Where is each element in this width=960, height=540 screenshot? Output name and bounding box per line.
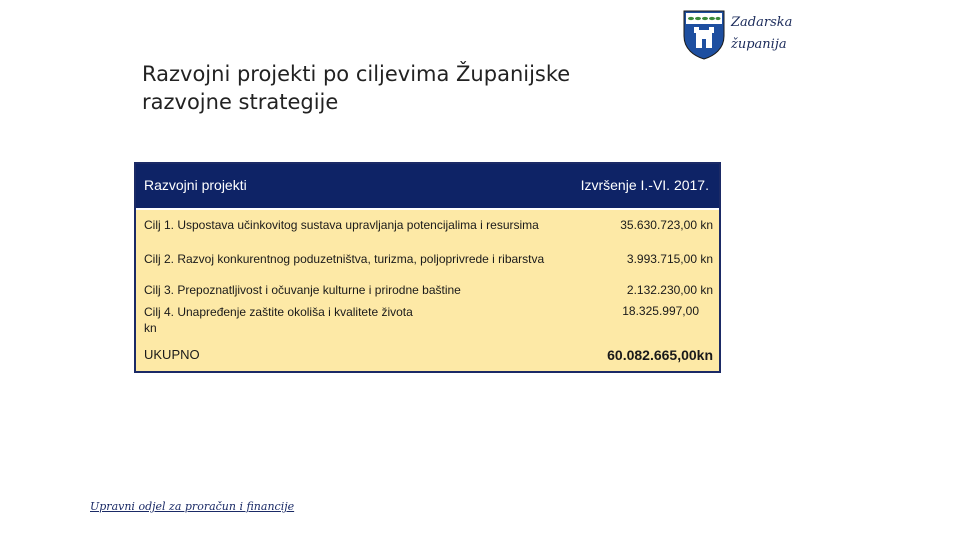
row-label: Cilj 3. Prepoznatljivost i očuvanje kulturne i prirodne baštine <box>144 283 461 297</box>
row-value: 2.132.230,00 kn <box>626 283 713 297</box>
total-value: 60.082.665,00kn <box>607 347 713 363</box>
row-value: 18.325.997,00 <box>622 304 699 318</box>
column-header-projects: Razvojni projekti <box>144 177 247 193</box>
brand-name <box>731 12 792 56</box>
header-divider <box>136 208 719 210</box>
brand-line-2: županija <box>731 37 787 52</box>
row-label: Cilj 2. Razvoj konkurentnog poduzetništva, turizma, poljoprivrede i ribarstva <box>144 252 545 266</box>
page-title: Razvojni projekti po ciljevima Županijske razvojne strategije <box>142 62 571 114</box>
row-label-text: Cilj 4. Unapređenje zaštite okoliša i kvalitete života <box>144 305 413 319</box>
row-label: Cilj 1. Uspostava učinkovitog sustava upravljanja potencijalima i resursima <box>144 218 539 232</box>
projects-table <box>134 162 721 373</box>
row-label-unit: kn <box>144 321 157 335</box>
coat-of-arms-logo <box>681 8 727 60</box>
column-header-execution: Izvršenje I.-VI. 2017. <box>580 177 709 193</box>
department-link[interactable]: Upravni odjel za proračun i financije <box>90 500 295 513</box>
row-value: 35.630.723,00 kn <box>620 218 713 232</box>
row-value: 3.993.715,00 kn <box>626 252 713 266</box>
table-header <box>136 164 719 208</box>
brand-line-1: Zadarska <box>731 15 793 30</box>
total-label: UKUPNO <box>144 347 200 362</box>
row-label <box>144 304 444 336</box>
